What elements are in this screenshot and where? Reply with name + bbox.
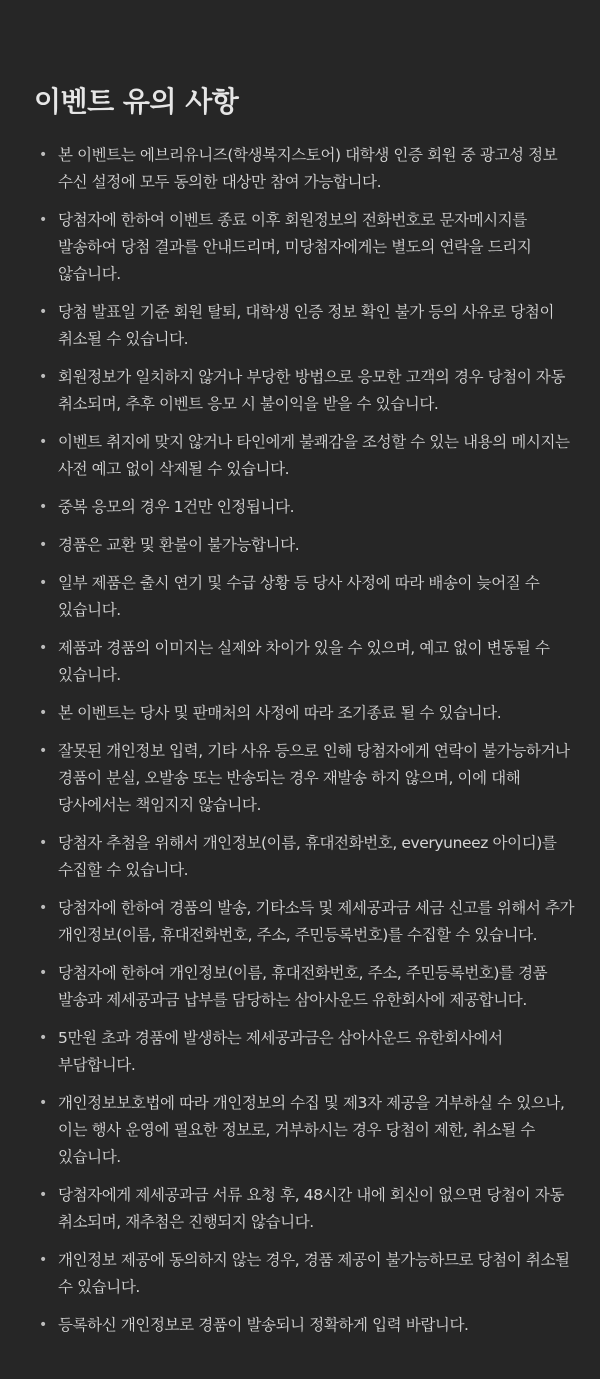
notice-text: 이벤트 취지에 맞지 않거나 타인에게 불쾌감을 조성할 수 있는 내용의 메시지는 사전 예고 없이 삭제될 수 있습니다. <box>58 433 570 478</box>
bullet-icon: • <box>39 537 47 553</box>
notice-item <box>34 830 576 884</box>
bullet-icon: • <box>39 1095 47 1111</box>
bullet-icon: • <box>39 1187 47 1203</box>
notice-item <box>34 494 576 521</box>
bullet-icon: • <box>39 304 47 320</box>
bullet-icon: • <box>39 640 47 656</box>
bullet-icon: • <box>39 434 47 450</box>
notice-item <box>34 142 576 196</box>
notice-text: 당첨자에 한하여 개인정보(이름, 휴대전화번호, 주소, 주민등록번호)를 경품 발송과 제세공과금 납부를 담당하는 삼아사운드 유한회사에 제공합니다. <box>58 964 548 1009</box>
notice-item <box>34 1025 576 1079</box>
notice-text: 제품과 경품의 이미지는 실제와 차이가 있을 수 있으며, 예고 없이 변동될 수 있습니다. <box>58 639 550 684</box>
notice-item <box>34 532 576 559</box>
notice-item <box>34 1247 576 1301</box>
notice-item <box>34 1312 576 1339</box>
notice-text: 당첨자에 한하여 이벤트 종료 이후 회원정보의 전화번호로 문자메시지를 발송하여 당첨 결과를 안내드리며, 미당첨자에게는 별도의 연락을 드리지 않습니다. <box>58 211 532 283</box>
bullet-icon: • <box>39 1317 47 1333</box>
bullet-icon: • <box>39 835 47 851</box>
notice-list <box>34 142 576 1339</box>
notice-text: 잘못된 개인정보 입력, 기타 사유 등으로 인해 당첨자에게 연락이 불가능하거나 경품이 분실, 오발송 또는 반송되는 경우 재발송 하지 않으며, 이에 대해 당사에서는 책임지지 않습니다. <box>58 742 570 814</box>
bullet-icon: • <box>39 900 47 916</box>
bullet-icon: • <box>39 499 47 515</box>
bullet-icon: • <box>39 743 47 759</box>
notice-item <box>34 207 576 288</box>
notice-text: 회원정보가 일치하지 않거나 부당한 방법으로 응모한 고객의 경우 당첨이 자동 취소되며, 추후 이벤트 응모 시 불이익을 받을 수 있습니다. <box>58 368 566 413</box>
bullet-icon: • <box>39 575 47 591</box>
bullet-icon: • <box>39 369 47 385</box>
section-title: 이벤트 유의 사항 <box>34 85 239 118</box>
notice-text: 개인정보보호법에 따라 개인정보의 수집 및 제3자 제공을 거부하실 수 있으나, 이는 행사 운영에 필요한 정보로, 거부하시는 경우 당첨이 제한, 취소될 수 있습니다. <box>58 1094 565 1166</box>
notice-item <box>34 299 576 353</box>
notice-item <box>34 1090 576 1171</box>
notice-text: 경품은 교환 및 환불이 불가능합니다. <box>58 536 300 554</box>
notice-text: 당첨자에게 제세공과금 서류 요청 후, 48시간 내에 회신이 없으면 당첨이 자동 취소되며, 재추첨은 진행되지 않습니다. <box>58 1186 564 1231</box>
notice-item <box>34 635 576 689</box>
notice-text: 본 이벤트는 당사 및 판매처의 사정에 따라 조기종료 될 수 있습니다. <box>58 704 502 722</box>
notice-text: 중복 응모의 경우 1건만 인정됩니다. <box>58 498 295 516</box>
bullet-icon: • <box>39 147 47 163</box>
notice-text: 본 이벤트는 에브리유니즈(학생복지스토어) 대학생 인증 회원 중 광고성 정보 수신 설정에 모두 동의한 대상만 참여 가능합니다. <box>58 146 558 191</box>
notice-item <box>34 700 576 727</box>
notice-item <box>34 738 576 819</box>
notice-text: 당첨 발표일 기준 회원 탈퇴, 대학생 인증 정보 확인 불가 등의 사유로 당첨이 취소될 수 있습니다. <box>58 303 555 348</box>
notice-item <box>34 570 576 624</box>
notice-item <box>34 895 576 949</box>
bullet-icon: • <box>39 212 47 228</box>
bullet-icon: • <box>39 965 47 981</box>
notice-text: 당첨자 추첨을 위해서 개인정보(이름, 휴대전화번호, everyuneez 아이디)를 수집할 수 있습니다. <box>58 834 557 879</box>
notice-item <box>34 364 576 418</box>
notice-text: 등록하신 개인정보로 경품이 발송되니 정확하게 입력 바랍니다. <box>58 1316 469 1334</box>
bullet-icon: • <box>39 1030 47 1046</box>
notice-item <box>34 1182 576 1236</box>
notice-text: 일부 제품은 출시 연기 및 수급 상황 등 당사 사정에 따라 배송이 늦어질 수 있습니다. <box>58 574 540 619</box>
notice-item <box>34 429 576 483</box>
notice-item <box>34 960 576 1014</box>
bullet-icon: • <box>39 1252 47 1268</box>
notice-text: 개인정보 제공에 동의하지 않는 경우, 경품 제공이 불가능하므로 당첨이 취소될 수 있습니다. <box>58 1251 570 1296</box>
notice-text: 5만원 초과 경품에 발생하는 제세공과금은 삼아사운드 유한회사에서 부담합니다. <box>58 1029 503 1074</box>
bullet-icon: • <box>39 705 47 721</box>
notice-text: 당첨자에 한하여 경품의 발송, 기타소득 및 제세공과금 세금 신고를 위해서 추가 개인정보(이름, 휴대전화번호, 주소, 주민등록번호)를 수집할 수 있습니다. <box>58 899 575 944</box>
